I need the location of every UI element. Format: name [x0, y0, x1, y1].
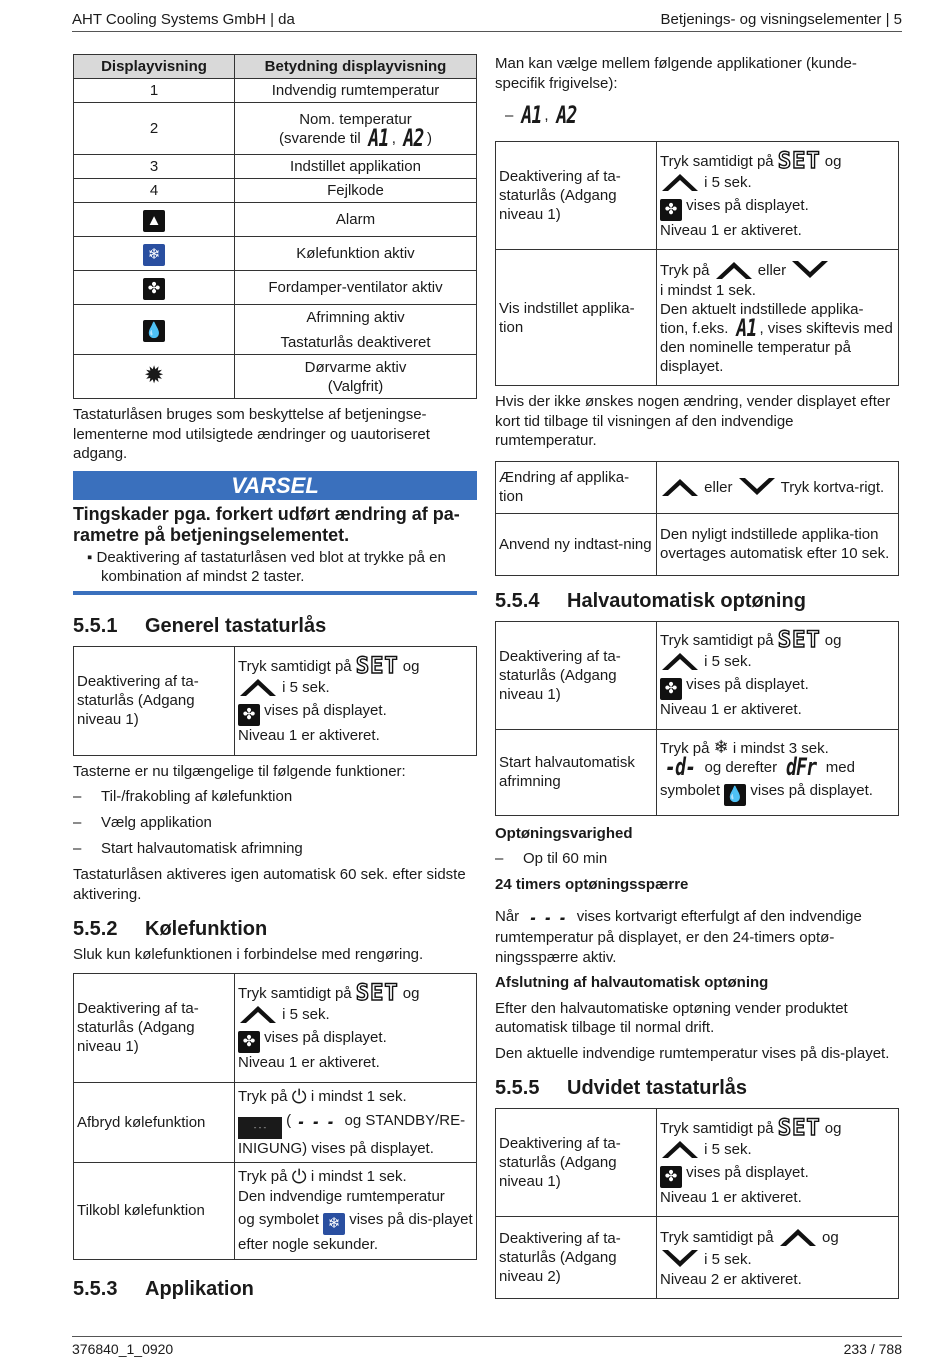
table-cell [657, 621, 899, 729]
duration-heading: Optøningsvarighed [495, 824, 633, 842]
cell-text: vises på displayet. [264, 1028, 387, 1046]
cell-line [238, 1111, 473, 1158]
fan-icon: ✤ [660, 199, 682, 221]
cell-text: ( [286, 1111, 292, 1129]
cell-text: vises på displayet. [686, 1163, 809, 1181]
cell-line [660, 781, 895, 806]
segment-display: A2 [403, 123, 424, 152]
cell-text: , vises skiftevis med den nominelle temperatur på displayet. [660, 320, 893, 375]
cell-text: vises kortvarigt efterfulgt af den indvendige rumtemperatur på displayet, er den 24-timers optø-ningsspærre aktiv. [495, 907, 862, 966]
table-cell: Deaktivering af ta-staturlås (Adgang niveau 1) [74, 973, 235, 1082]
table-cell [74, 305, 235, 355]
section-heading-551 [73, 615, 477, 638]
table-cell: Deaktivering af ta-staturlås (Adgang niveau 1) [496, 621, 657, 729]
down-arrow-icon [737, 476, 777, 498]
section-number: 5.5.4 [495, 589, 540, 612]
cell-text: i 5 sek. [282, 1005, 330, 1023]
up-arrow-icon [660, 476, 700, 498]
cell-text: og STANDBY/RE-INIGUNG) vises på displayet. [238, 1111, 466, 1157]
cell-line [660, 1163, 895, 1188]
cell-text: vises på displayet. [750, 782, 873, 799]
cell-text: i 5 sek. [704, 653, 752, 670]
table-row [496, 1217, 899, 1299]
page-footer [72, 1336, 902, 1357]
application-table [495, 141, 899, 386]
auto-lock-text: Tastaturlåsen aktiveres igen automatisk 60 sek. efter sidste aktivering. [73, 866, 466, 903]
cell-text: og [822, 1229, 839, 1246]
section-title: Generel tastaturlås [145, 614, 327, 637]
segment-display: A2 [556, 101, 577, 129]
table-row [74, 155, 477, 179]
table-cell [657, 142, 899, 250]
table-cell: 2 [74, 103, 235, 155]
header-right: Betjenings- og visningselementer | 5 [660, 11, 902, 28]
cell-text: i 5 sek. [704, 1140, 752, 1158]
change-table [495, 461, 899, 576]
end-paragraph: Den aktuelle indvendige rumtemperatur vises på dis-playet. [495, 1044, 890, 1062]
cell-text: tion, f.eks. [660, 320, 729, 337]
segment-display: A1 [368, 123, 389, 152]
cell-line [660, 738, 895, 758]
cell-line [660, 1115, 895, 1141]
up-arrow-icon [714, 259, 754, 281]
cell-text: i 5 sek. [704, 1251, 752, 1268]
table-cell: Start halvautomatisk afrimning [496, 729, 657, 815]
cell-text: og derefter [704, 759, 778, 776]
section-title: Kølefunktion [145, 918, 268, 940]
table-row [74, 973, 477, 1082]
table-row [74, 355, 477, 399]
section-number: 5.5.1 [73, 614, 118, 637]
defrost-key-icon: ❄ [713, 737, 729, 757]
set-key-icon: SET [355, 653, 399, 679]
snowflake-icon: ❄ [143, 244, 165, 266]
cell-text: ) [427, 129, 433, 147]
cell-text: symbolet [660, 782, 721, 799]
table-cell [235, 1162, 477, 1259]
cell-text: Tryk på [660, 740, 710, 757]
table-cell [235, 103, 477, 155]
cell-text: i mindst 1 sek. [310, 1168, 407, 1185]
cell-text: , [544, 107, 549, 124]
page-header [72, 10, 902, 32]
cell-text: Tryk samtidigt på [660, 1119, 774, 1137]
snowflake-icon: ❄ [323, 1213, 345, 1235]
cell-line: i mindst 1 sek. [660, 282, 756, 299]
cell-text: i 5 sek. [282, 678, 330, 696]
cell-line [238, 980, 473, 1006]
segment-display: - - - [529, 907, 567, 929]
cooling-table [73, 973, 477, 1260]
table-cell [235, 973, 477, 1082]
table-cell: 4 [74, 179, 235, 203]
cell-line [238, 676, 473, 698]
cell-text: Tryk samtidigt på [660, 1229, 774, 1246]
table-row [74, 305, 477, 355]
cell-text: eller [757, 262, 787, 279]
section-heading-552 [73, 918, 477, 941]
lockout-heading: 24 timers optøningsspærre [495, 876, 689, 893]
table-header: Displayvisning [74, 55, 235, 79]
table-row [74, 103, 477, 155]
cell-line: Niveau 1 er aktiveret. [238, 726, 380, 744]
up-arrow-icon [660, 171, 700, 193]
section-number: 5.5.5 [495, 1077, 540, 1099]
cell-line [660, 753, 895, 781]
lockout-text [495, 907, 899, 968]
list-item: – Til-/frakobling af kølefunktion [73, 787, 477, 807]
segment-display: - - - [297, 1111, 335, 1133]
drops-icon: 💧 [724, 784, 746, 806]
header-left: AHT Cooling Systems GmbH | da [72, 11, 295, 28]
cell-line: (Valgfrit) [327, 377, 384, 395]
cell-text: vises på dis-playet efter nogle sekunder. [238, 1211, 473, 1253]
down-arrow-icon [660, 1248, 700, 1270]
list-item: – Start halvautomatisk afrimning [73, 839, 477, 859]
drops-icon: 💧 [143, 320, 165, 342]
cell-text: Tryk samtidigt på [238, 984, 352, 1002]
alarm-icon: ▲ [143, 210, 165, 232]
set-key-icon: SET [777, 148, 821, 174]
table-row [74, 179, 477, 203]
table-cell [235, 305, 477, 355]
cell-line [238, 1210, 473, 1254]
cell-line [660, 259, 895, 281]
section-title: Udvidet tastaturlås [567, 1077, 748, 1099]
left-column [73, 54, 477, 1309]
table-cell: Deaktivering af ta-staturlås (Adgang niveau 1) [74, 646, 235, 755]
intro-text: Tastaturlåsen bruges som beskyttelse af betjeningse-lementerne mod utilsigtede ændringer og uautoriseret adgang. [73, 406, 430, 462]
table-cell: Alarm [235, 203, 477, 237]
table-row [74, 237, 477, 271]
table-cell: Afbryd kølefunktion [74, 1082, 235, 1162]
cell-text: Når [495, 907, 520, 925]
table-row [74, 79, 477, 103]
footer-left: 376840_1_0920 [72, 1341, 174, 1357]
cell-line: Niveau 1 er aktiveret. [660, 221, 802, 239]
cell-line [238, 701, 473, 726]
cell-line [660, 196, 895, 221]
cell-line [238, 653, 473, 679]
table-row [496, 142, 899, 250]
segment-display: A1 [520, 101, 542, 129]
list-item: – Vælg applikation [73, 813, 477, 833]
table-header: Betydning displayvisning [235, 55, 477, 79]
set-key-icon: SET [355, 980, 399, 1006]
table-cell: Indstillet applikation [235, 155, 477, 179]
power-icon: ⏻ [291, 1167, 307, 1188]
table-cell [657, 461, 899, 513]
warning-heading: Tingskader pga. forkert udført ændring af pa-rametre på betjeningselementet. [73, 503, 460, 545]
cell-text: i 5 sek. [704, 173, 752, 191]
right-column [495, 54, 899, 1299]
table-cell [74, 237, 235, 271]
table-cell [235, 355, 477, 399]
table-cell [74, 355, 235, 399]
cell-line: Nom. temperatur [299, 110, 412, 128]
cell-line: Niveau 2 er aktiveret. [660, 1271, 802, 1288]
up-arrow-icon [778, 1226, 818, 1248]
cell-line [238, 1028, 473, 1053]
end-heading: Afslutning af halvautomatisk optøning [495, 974, 769, 991]
table-row [74, 1162, 477, 1259]
cell-text: og [402, 657, 420, 675]
bullet-text: Deaktivering af tastaturlåsen ved blot at trykke på en kombination af mindst 2 taster. [96, 548, 446, 585]
table-row [74, 203, 477, 237]
footer-right: 233 / 788 [843, 1341, 902, 1357]
segment-display: A1 [735, 314, 757, 342]
table-cell: Deaktivering af ta-staturlås (Adgang niveau 1) [496, 142, 657, 250]
table-cell [235, 646, 477, 755]
table-cell: Fordamper-ventilator aktiv [235, 271, 477, 305]
table-cell [657, 1109, 899, 1217]
table-row [496, 621, 899, 729]
cell-line [238, 1167, 473, 1187]
cell-text: Tryk samtidigt på [660, 152, 774, 170]
up-arrow-icon [660, 650, 700, 672]
cell-line: Den aktuelt indstillede applika- [660, 301, 864, 318]
cell-text: Tryk på [238, 1168, 288, 1185]
table-cell: Ændring af applika-tion [496, 461, 657, 513]
list-item: – Op til 60 min [495, 849, 899, 869]
cell-line [660, 1226, 895, 1248]
end-paragraph: Efter den halvautomatiske optøning vender produktet automatisk tilbage til normal drift. [495, 999, 848, 1036]
table-cell: Tilkobl kølefunktion [74, 1162, 235, 1259]
display-table [73, 54, 477, 399]
section-title: Halvautomatisk optøning [567, 589, 806, 612]
cell-text: og [402, 984, 420, 1002]
table-cell [235, 1082, 477, 1162]
table-row [496, 461, 899, 513]
cell-line [660, 314, 895, 376]
table-cell: Anvend ny indtast-ning [496, 513, 657, 575]
cell-line [238, 1087, 473, 1107]
segment-display: -d- [665, 753, 696, 781]
cell-line: Niveau 1 er aktiveret. [238, 1053, 380, 1071]
table-cell: Deaktivering af ta-staturlås (Adgang niveau 1) [496, 1109, 657, 1217]
standby-display-icon: - - - [238, 1117, 282, 1139]
applications-intro: Man kan vælge mellem følgende applikationer (kunde-specifik frigivelse): [495, 55, 857, 92]
table-row [74, 271, 477, 305]
cell-line: Afrimning aktiv [306, 308, 405, 326]
section-heading-553 [73, 1278, 477, 1301]
table-cell [74, 203, 235, 237]
cooling-intro: Sluk kun kølefunktionen i forbindelse med rengøring. [73, 946, 424, 963]
cell-text: og [824, 152, 842, 170]
set-key-icon: SET [777, 628, 821, 653]
cell-line [238, 123, 473, 152]
table-cell: Deaktivering af ta-staturlås (Adgang niveau 2) [496, 1217, 657, 1299]
defrost-table [495, 621, 899, 816]
warning-banner: VARSEL [73, 471, 477, 500]
table-cell: 1 [74, 79, 235, 103]
cell-line [660, 148, 895, 174]
cell-text: Tryk samtidigt på [238, 657, 352, 675]
table-cell [74, 271, 235, 305]
table-cell [657, 1217, 899, 1299]
set-key-icon: SET [777, 1115, 821, 1141]
cell-text: og [824, 632, 842, 649]
cell-text: Tryk på [238, 1087, 288, 1105]
cell-text: vises på displayet. [686, 676, 809, 693]
cell-line [660, 650, 895, 672]
cell-line: Dørvarme aktiv [304, 358, 407, 376]
cell-line [660, 675, 895, 700]
warning-bullet: ▪ Deaktivering af tastaturlåsen ved blot at trykke på en kombination af mindst 2 taster. [87, 548, 446, 585]
fan-icon: ✤ [238, 1031, 260, 1053]
cell-line: Niveau 1 er aktiveret. [660, 701, 802, 718]
cell-text: vises på displayet. [686, 196, 809, 214]
cell-line [660, 1248, 895, 1270]
cell-text: Tryk samtidigt på [660, 632, 774, 649]
cell-text: og symbolet [238, 1211, 319, 1228]
table-row [496, 729, 899, 815]
application-list-item [505, 101, 899, 129]
cell-text: , [391, 129, 396, 147]
warning-divider [73, 591, 477, 595]
table-cell: Fejlkode [235, 179, 477, 203]
table-row [74, 646, 477, 755]
dash: – [505, 107, 514, 124]
section-heading-555 [495, 1077, 899, 1100]
cell-line [238, 1003, 473, 1025]
up-arrow-icon [238, 1003, 278, 1025]
cell-text: i mindst 3 sek. [732, 740, 829, 757]
cell-line: Niveau 1 er aktiveret. [660, 1188, 802, 1206]
keys-available-text: Tasterne er nu tilgængelige til følgende funktioner: [73, 762, 406, 780]
cell-text: vises på displayet. [264, 701, 387, 719]
table-row [496, 1109, 899, 1217]
table-cell [657, 250, 899, 386]
table-cell: 3 [74, 155, 235, 179]
no-change-text: Hvis der ikke ønskes nogen ændring, vender displayet efter kort tid tilbage til visningen af den indvendige rumtemperatur. [495, 393, 891, 449]
cell-line: Tastaturlås deaktiveret [280, 333, 431, 351]
section-number: 5.5.3 [73, 1277, 118, 1300]
section-title: Applikation [145, 1277, 254, 1300]
cell-line [660, 171, 895, 193]
cell-text: og [824, 1119, 842, 1137]
cell-text: Tryk kortva-rigt. [780, 479, 885, 496]
cell-text: (svarende til [278, 129, 361, 147]
section-heading-554 [495, 590, 899, 613]
sun-icon: ✹ [143, 361, 165, 389]
cell-text: med [825, 759, 855, 776]
cell-line: Den indvendige rumtemperatur [238, 1188, 445, 1205]
fan-icon: ✤ [238, 704, 260, 726]
extended-lock-table [495, 1108, 899, 1299]
section-number: 5.5.2 [73, 918, 118, 940]
table-row [74, 1082, 477, 1162]
fan-icon: ✤ [660, 678, 682, 700]
up-arrow-icon [238, 676, 278, 698]
table-cell: Vis indstillet applika-tion [496, 250, 657, 386]
table-cell: Kølefunktion aktiv [235, 237, 477, 271]
power-icon: ⏻ [291, 1086, 307, 1108]
fan-icon: ✤ [660, 1166, 682, 1188]
cell-text: eller [704, 479, 733, 496]
segment-display: dFr [786, 753, 817, 781]
keylock-table [73, 646, 477, 756]
table-row [496, 250, 899, 386]
down-arrow-icon [790, 259, 830, 281]
up-arrow-icon [660, 1138, 700, 1160]
table-cell: Den nyligt indstillede applika-tion overtages automatisk efter 10 sek. [657, 513, 899, 575]
cell-line [660, 1138, 895, 1160]
table-cell: Indvendig rumtemperatur [235, 79, 477, 103]
cell-text: i mindst 1 sek. [310, 1087, 407, 1105]
table-row [496, 513, 899, 575]
table-cell [657, 729, 899, 815]
cell-line [660, 628, 895, 653]
fan-icon: ✤ [143, 278, 165, 300]
cell-text: Tryk på [660, 262, 710, 279]
